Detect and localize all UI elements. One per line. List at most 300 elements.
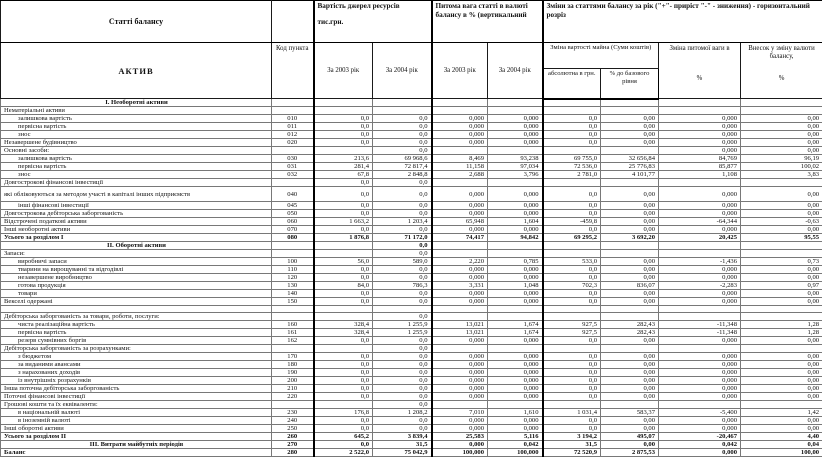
weight-change-cell: 1,108 — [659, 171, 741, 179]
pct-of-base-cell: 495,07 — [601, 433, 659, 441]
weight-2003-cell: 0,000 — [432, 337, 488, 345]
weight-change-cell: 0,000 — [659, 123, 741, 131]
value-2003-cell: 0,0 — [314, 123, 373, 131]
article-cell: III. Витрати майбутніх періодів — [1, 441, 272, 449]
weight-2003-cell: 2,688 — [432, 171, 488, 179]
value-2003-cell: 0,0 — [314, 274, 373, 282]
row-200 — [1, 377, 822, 385]
article-cell: Баланс — [1, 449, 272, 457]
value-2003-cell: 67,8 — [314, 171, 373, 179]
weight-2003-cell — [432, 401, 488, 409]
article-cell: тварини на вирощуванні та відгодівлі — [1, 266, 272, 274]
pct-of-base-cell: 0,00 — [601, 361, 659, 369]
article-cell: Усього за розділом II — [1, 433, 272, 441]
contribution-cell: 0,00 — [741, 377, 822, 385]
table-row — [1, 242, 822, 250]
value-2004-cell: 786,3 — [373, 282, 432, 290]
pct-of-base-cell: 25 776,83 — [601, 163, 659, 171]
weight-2003-cell — [432, 242, 488, 250]
pct-of-base-cell — [601, 179, 659, 187]
value-2004-cell: 3 839,4 — [373, 433, 432, 441]
weight-2004-cell: 93,238 — [488, 155, 543, 163]
contribution-cell: 0,00 — [741, 147, 822, 155]
article-cell: залишкова вартість — [1, 155, 272, 163]
weight-group-header: Питома вага статті в валюті балансу в % (вертикальний — [432, 1, 543, 43]
value-2003-cell — [314, 250, 373, 258]
code-cell — [272, 306, 314, 313]
value-2003-cell — [314, 401, 373, 409]
article-cell: Дебіторська заборгованість за товари, роботи, послуги: — [1, 313, 272, 321]
abs-change-cell: 0,0 — [543, 115, 601, 123]
value-2003-cell: 176,8 — [314, 409, 373, 417]
table-row — [1, 401, 822, 409]
weight-2003-cell: 8,469 — [432, 155, 488, 163]
weight-2003-cell: 0,000 — [432, 266, 488, 274]
weight-2004-cell — [488, 242, 543, 250]
weight-2003-cell — [432, 345, 488, 353]
abs-change-cell — [543, 179, 601, 187]
value-2004-cell: 0,0 — [373, 187, 432, 202]
cost-group-header — [314, 1, 432, 43]
value-2004-cell: 0,0 — [373, 179, 432, 187]
weight-2003-cell — [432, 147, 488, 155]
article-cell: первісна вартість — [1, 163, 272, 171]
value-2004-cell: 0,0 — [373, 425, 432, 433]
weight-2003-cell — [432, 313, 488, 321]
abs-change-cell: 0,0 — [543, 337, 601, 345]
contribution-cell: 0,00 — [741, 210, 822, 218]
value-2003-cell: 0,0 — [314, 369, 373, 377]
abs-change-cell: 927,5 — [543, 321, 601, 329]
value-2003-cell — [314, 345, 373, 353]
contribution-cell: 0,00 — [741, 115, 822, 123]
pct-of-base-cell — [601, 306, 659, 313]
abs-change-cell: 1 031,4 — [543, 409, 601, 417]
weight-change-cell — [659, 345, 741, 353]
weight-2004-cell — [488, 107, 543, 115]
row-020 — [1, 139, 822, 147]
contribution-cell: 100,00 — [741, 449, 822, 457]
value-2004-cell: 0,0 — [373, 290, 432, 298]
pct-of-base-cell — [601, 401, 659, 409]
contribution-cell: 0,00 — [741, 385, 822, 393]
code-cell: 100 — [272, 258, 314, 266]
value-2004-cell: 0,0 — [373, 266, 432, 274]
weight-2004-cell: 0,000 — [488, 425, 543, 433]
weight-change-cell: 0,000 — [659, 417, 741, 425]
article-cell: Довгострокові фінансові інвестиції — [1, 179, 272, 187]
cost-year-2003-header: За 2003 рік — [314, 43, 373, 99]
table-header — [1, 1, 822, 99]
pct-of-base-cell: 0,00 — [601, 226, 659, 234]
row-031 — [1, 163, 822, 171]
weight-2003-cell: 0,000 — [432, 353, 488, 361]
weight-2003-cell: 25,583 — [432, 433, 488, 441]
row-040 — [1, 187, 822, 202]
value-2003-cell: 281,4 — [314, 163, 373, 171]
weight-change-cell: 0,000 — [659, 361, 741, 369]
weight-2004-cell: 0,000 — [488, 361, 543, 369]
weight-change-cell — [659, 179, 741, 187]
value-2004-cell: 0,0 — [373, 123, 432, 131]
weight-2004-cell: 0,000 — [488, 226, 543, 234]
pct-of-base-cell: 4 101,77 — [601, 171, 659, 179]
weight-change-cell: 0,000 — [659, 298, 741, 306]
weight-change-cell: 0,000 — [659, 385, 741, 393]
value-2003-cell: 0,0 — [314, 187, 373, 202]
pct-of-base-cell: 0,00 — [601, 210, 659, 218]
article-cell: Інші оборотні активи — [1, 425, 272, 433]
pct-of-base-cell — [601, 250, 659, 258]
code-cell: 030 — [272, 155, 314, 163]
abs-change-header: абсолютна в грн. — [543, 69, 601, 99]
weight-2004-cell: 100,000 — [488, 449, 543, 457]
weight-2003-cell — [432, 250, 488, 258]
abs-change-cell: 0,0 — [543, 139, 601, 147]
value-2004-cell: 0,0 — [373, 337, 432, 345]
code-cell: 010 — [272, 115, 314, 123]
abs-change-cell: 927,5 — [543, 329, 601, 337]
weight-change-cell: 84,769 — [659, 155, 741, 163]
weight-2004-cell: 0,000 — [488, 266, 543, 274]
value-2003-cell: 0,0 — [314, 417, 373, 425]
value-2004-cell: 0,0 — [373, 242, 432, 250]
value-2004-cell: 0,0 — [373, 147, 432, 155]
value-2003-cell: 0,0 — [314, 115, 373, 123]
abs-change-cell: 0,0 — [543, 369, 601, 377]
value-2004-cell: 2 848,8 — [373, 171, 432, 179]
value-2003-cell: 1 876,8 — [314, 234, 373, 242]
value-2004-cell: 0,0 — [373, 377, 432, 385]
row-032 — [1, 171, 822, 179]
header-row-columns — [1, 43, 822, 69]
weight-2004-cell: 94,842 — [488, 234, 543, 242]
table-row — [1, 306, 822, 313]
pct-base-header: % до базового рівня — [601, 69, 659, 99]
code-cell: 120 — [272, 274, 314, 282]
contribution-cell — [741, 242, 822, 250]
article-cell: знос — [1, 131, 272, 139]
weight-2004-cell — [488, 99, 543, 107]
pct-of-base-cell: 0,00 — [601, 218, 659, 226]
abs-change-cell — [543, 107, 601, 115]
value-2003-cell: 0,0 — [314, 385, 373, 393]
pct-of-base-cell: 0,00 — [601, 274, 659, 282]
article-cell: незавершене виробництво — [1, 274, 272, 282]
articles-header: Статті балансу — [1, 1, 272, 43]
code-cell: 031 — [272, 163, 314, 171]
contribution-cell: 4,40 — [741, 433, 822, 441]
value-2004-cell: 0,0 — [373, 401, 432, 409]
weight-2004-cell: 0,785 — [488, 258, 543, 266]
code-cell: 210 — [272, 385, 314, 393]
value-2004-cell: 72 817,4 — [373, 163, 432, 171]
weight-change-cell: -11,348 — [659, 321, 741, 329]
code-cell: 250 — [272, 425, 314, 433]
value-2003-cell: 0,0 — [314, 298, 373, 306]
weight-2003-cell: 0,000 — [432, 441, 488, 449]
pct-of-base-cell: 0,00 — [601, 385, 659, 393]
weight-2003-cell: 0,000 — [432, 425, 488, 433]
weight-2003-cell — [432, 306, 488, 313]
abs-change-cell: 0,0 — [543, 266, 601, 274]
weight-change-cell: 0,000 — [659, 139, 741, 147]
contribution-cell: 0,00 — [741, 131, 822, 139]
row-250 — [1, 425, 822, 433]
value-2003-cell: 0,0 — [314, 290, 373, 298]
code-cell: 160 — [272, 321, 314, 329]
weight-2004-cell — [488, 179, 543, 187]
pct-of-base-cell: 0,00 — [601, 187, 659, 202]
weight-2003-cell: 0,000 — [432, 123, 488, 131]
weight-2003-cell: 0,000 — [432, 274, 488, 282]
row-060 — [1, 218, 822, 226]
article-cell: чиста реалізаційна вартість — [1, 321, 272, 329]
row-160 — [1, 321, 822, 329]
value-2004-cell: 0,0 — [373, 385, 432, 393]
value-2004-cell: 0,0 — [373, 115, 432, 123]
weight-2004-cell: 0,000 — [488, 123, 543, 131]
weight-2004-cell — [488, 313, 543, 321]
abs-change-cell — [543, 313, 601, 321]
code-cell: 200 — [272, 377, 314, 385]
article-cell: готова продукція — [1, 282, 272, 290]
abs-change-cell: 0,0 — [543, 202, 601, 210]
value-2004-cell: 1 255,9 — [373, 321, 432, 329]
pct-of-base-cell: 0,00 — [601, 441, 659, 449]
abs-change-cell: -459,8 — [543, 218, 601, 226]
row-180 — [1, 361, 822, 369]
value-2003-cell — [314, 313, 373, 321]
contribution-label: Внесок у зміну валюти балансу, — [748, 45, 815, 60]
header-row-groups — [1, 1, 822, 43]
abs-change-cell: 0,0 — [543, 425, 601, 433]
weight-change-percent: % — [696, 75, 703, 82]
value-2003-cell: 0,0 — [314, 377, 373, 385]
value-2003-cell: 0,0 — [314, 337, 373, 345]
contribution-cell: 0,97 — [741, 282, 822, 290]
weight-2003-cell — [432, 179, 488, 187]
weight-change-cell: -2,283 — [659, 282, 741, 290]
pct-of-base-cell: 282,43 — [601, 329, 659, 337]
weight-change-cell — [659, 99, 741, 107]
code-cell: 170 — [272, 353, 314, 361]
abs-change-cell — [543, 242, 601, 250]
article-cell: в національній валюті — [1, 409, 272, 417]
code-cell — [272, 99, 314, 107]
row-130 — [1, 282, 822, 290]
value-2004-cell: 31,5 — [373, 441, 432, 449]
contribution-cell: 1,28 — [741, 329, 822, 337]
row-120 — [1, 274, 822, 282]
article-cell: з нарахованих доходів — [1, 369, 272, 377]
value-2004-cell: 69 968,6 — [373, 155, 432, 163]
code-cell: 270 — [272, 441, 314, 449]
contribution-header — [741, 43, 822, 99]
pct-of-base-cell: 32 656,84 — [601, 155, 659, 163]
weight-change-cell — [659, 401, 741, 409]
cost-year-2004-header: За 2004 рік — [373, 43, 432, 99]
abs-change-cell — [543, 401, 601, 409]
code-cell: 032 — [272, 171, 314, 179]
weight-2004-cell: 0,000 — [488, 290, 543, 298]
weight-change-cell: 0,042 — [659, 441, 741, 449]
value-2003-cell — [314, 242, 373, 250]
weight-year-2003-header: За 2003 рік — [432, 43, 488, 99]
table-row — [1, 250, 822, 258]
value-2004-cell: 0,0 — [373, 393, 432, 401]
weight-2004-cell: 0,000 — [488, 274, 543, 282]
weight-change-cell — [659, 313, 741, 321]
value-2004-cell: 1 208,2 — [373, 409, 432, 417]
code-cell: 012 — [272, 131, 314, 139]
abs-change-cell: 0,0 — [543, 131, 601, 139]
value-2003-cell: 0,0 — [314, 179, 373, 187]
weight-2003-cell: 0,000 — [432, 369, 488, 377]
value-2004-cell: 0,0 — [373, 353, 432, 361]
abs-change-cell: 0,0 — [543, 417, 601, 425]
weight-2003-cell: 0,000 — [432, 361, 488, 369]
weight-2004-cell: 0,000 — [488, 131, 543, 139]
contribution-cell — [741, 313, 822, 321]
row-010 — [1, 115, 822, 123]
value-2004-cell: 0,0 — [373, 345, 432, 353]
article-cell: первісна вартість — [1, 329, 272, 337]
value-2003-cell — [314, 306, 373, 313]
contribution-cell: 1,42 — [741, 409, 822, 417]
weight-2003-cell: 3,331 — [432, 282, 488, 290]
row-210 — [1, 385, 822, 393]
value-2003-cell: 0,0 — [314, 202, 373, 210]
article-cell: I. Необоротні активи — [1, 99, 272, 107]
article-cell: з бюджетом — [1, 353, 272, 361]
value-2003-cell: 0,0 — [314, 131, 373, 139]
value-2003-cell: 0,0 — [314, 425, 373, 433]
weight-change-cell: 0,000 — [659, 393, 741, 401]
table-row — [1, 99, 822, 107]
weight-2004-cell: 1,674 — [488, 321, 543, 329]
row-190 — [1, 369, 822, 377]
article-cell: інші фінансові інвестиції — [1, 202, 272, 210]
weight-change-cell: 0,000 — [659, 425, 741, 433]
pct-of-base-cell — [601, 345, 659, 353]
pct-of-base-cell: 0,00 — [601, 417, 659, 425]
pct-of-base-cell: 0,00 — [601, 369, 659, 377]
contribution-cell — [741, 179, 822, 187]
weight-change-cell: 0,000 — [659, 202, 741, 210]
contribution-cell — [741, 306, 822, 313]
pct-of-base-cell: 0,00 — [601, 266, 659, 274]
weight-change-cell: -20,467 — [659, 433, 741, 441]
pct-of-base-cell: 282,43 — [601, 321, 659, 329]
value-2003-cell: 0,0 — [314, 210, 373, 218]
weight-change-cell: 0,000 — [659, 115, 741, 123]
code-cell: 161 — [272, 329, 314, 337]
pct-of-base-cell: 0,00 — [601, 337, 659, 345]
row-230 — [1, 409, 822, 417]
contribution-cell: 0,00 — [741, 353, 822, 361]
article-cell: товари — [1, 290, 272, 298]
cost-unit-label: тис.грн. — [317, 17, 344, 26]
pct-of-base-cell: 0,00 — [601, 123, 659, 131]
contribution-cell: 0,00 — [741, 139, 822, 147]
weight-change-cell: 85,877 — [659, 163, 741, 171]
article-cell: Усього за розділом I — [1, 234, 272, 242]
value-2003-cell: 0,0 — [314, 139, 373, 147]
contribution-cell: 0,00 — [741, 290, 822, 298]
contribution-cell: 0,00 — [741, 393, 822, 401]
weight-change-cell — [659, 250, 741, 258]
value-2004-cell: 0,0 — [373, 139, 432, 147]
value-2003-cell: 645,2 — [314, 433, 373, 441]
weight-2004-cell: 0,000 — [488, 115, 543, 123]
contribution-cell — [741, 107, 822, 115]
article-cell: Дебіторська заборгованість за розрахунками: — [1, 345, 272, 353]
weight-2004-cell: 0,000 — [488, 377, 543, 385]
contribution-cell — [741, 250, 822, 258]
article-cell: виробничі запаси — [1, 258, 272, 266]
article-cell: із внутрішніх розрахунків — [1, 377, 272, 385]
value-2004-cell: 0,0 — [373, 313, 432, 321]
code-cell — [272, 401, 314, 409]
row-240 — [1, 417, 822, 425]
value-2003-cell: 0,0 — [314, 393, 373, 401]
pct-of-base-cell — [601, 313, 659, 321]
table-row — [1, 107, 822, 115]
contribution-cell — [741, 401, 822, 409]
code-cell — [272, 250, 314, 258]
pct-of-base-cell — [601, 242, 659, 250]
pct-of-base-cell: 2 875,53 — [601, 449, 659, 457]
weight-change-cell: 0,000 — [659, 337, 741, 345]
abs-change-cell: 31,5 — [543, 441, 601, 449]
contribution-cell: 0,00 — [741, 274, 822, 282]
row-110 — [1, 266, 822, 274]
weight-2003-cell: 0,000 — [432, 187, 488, 202]
contribution-cell: 3,83 — [741, 171, 822, 179]
value-2004-cell: 71 172,0 — [373, 234, 432, 242]
abs-change-cell — [543, 345, 601, 353]
abs-change-cell: 0,0 — [543, 361, 601, 369]
value-2004-cell — [373, 107, 432, 115]
code-header: Код пункта — [272, 43, 314, 99]
table-row — [1, 345, 822, 353]
weight-change-cell — [659, 306, 741, 313]
code-cell: 130 — [272, 282, 314, 290]
value-2003-cell: 0,0 — [314, 266, 373, 274]
row-260 — [1, 433, 822, 441]
weight-2004-cell — [488, 250, 543, 258]
weight-2004-cell: 1,604 — [488, 218, 543, 226]
weight-2003-cell: 0,000 — [432, 298, 488, 306]
value-2004-cell: 0,0 — [373, 210, 432, 218]
row-162 — [1, 337, 822, 345]
contribution-cell: 1,28 — [741, 321, 822, 329]
value-2003-cell — [314, 107, 373, 115]
weight-2004-cell: 0,000 — [488, 210, 543, 218]
pct-of-base-cell: 3 692,20 — [601, 234, 659, 242]
code-cell: 240 — [272, 417, 314, 425]
value-2003-cell: 0,0 — [314, 226, 373, 234]
pct-of-base-cell: 0,00 — [601, 353, 659, 361]
weight-2004-cell: 1,048 — [488, 282, 543, 290]
contribution-cell: 0,00 — [741, 226, 822, 234]
abs-change-cell — [543, 306, 601, 313]
row-161 — [1, 329, 822, 337]
contribution-cell: 96,19 — [741, 155, 822, 163]
value-2003-cell: 0,0 — [314, 441, 373, 449]
abs-change-cell: 0,0 — [543, 290, 601, 298]
